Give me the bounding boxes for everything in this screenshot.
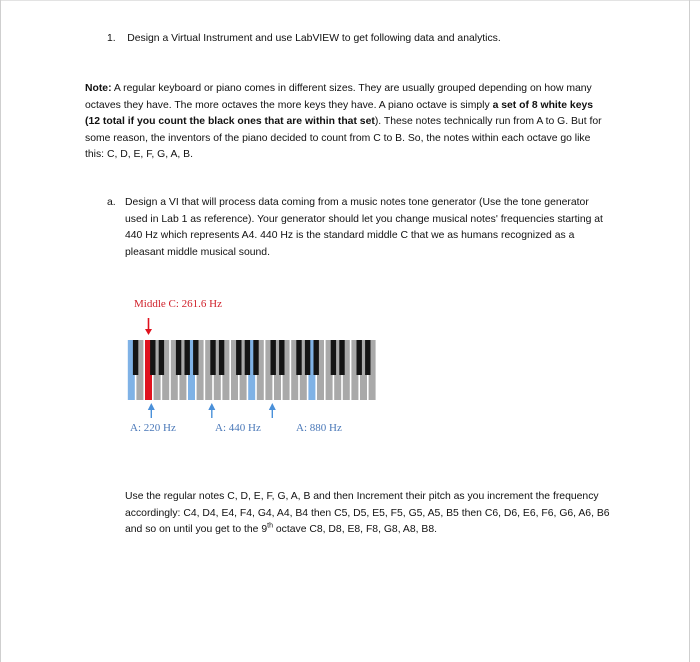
a-arrow-head [269,403,276,410]
black-key [176,340,181,375]
a-arrow-head [148,403,155,410]
question-1-number: 1. [107,33,116,44]
question-a-marker: a. [107,197,116,208]
instructions-text-2: octave C8, D8, E8, F8, G8, A8, B8. [272,524,437,535]
note-text-2: . These notes technically run from A to G. But for some reason, the inventors of the piano decided to count from C to B. So, the notes within each octave go like this: C, D, E, F, G, A, B. [85,116,602,160]
a-arrow-head [208,403,215,410]
black-key [296,340,301,375]
black-key [210,340,215,375]
question-1-text: Design a Virtual Instrument and use LabVIEW to get following data and analytics. [127,33,501,44]
black-key [314,340,319,375]
black-key [253,340,258,375]
middle-c-arrow-head [145,329,152,335]
note-text-1: A regular keyboard or piano comes in different sizes. They are usually grouped depending on how many octaves they have. The more octaves the more keys they have. A piano octave is simply [85,83,592,111]
page-top-edge [0,0,700,1]
black-key [245,340,250,375]
black-key [150,340,155,375]
a-220-label: A: 220 Hz [130,422,176,434]
black-key [339,340,344,375]
black-key [279,340,284,375]
piano-keyboard-figure [126,292,378,442]
black-key [133,340,138,375]
note-label: Note: [85,83,112,94]
page-right-edge [689,0,690,662]
black-key [305,340,310,375]
instructions-paragraph [125,489,610,539]
note-close-paren: ) [374,116,379,127]
black-key [271,340,276,375]
piano-keyboard-diagram [126,292,378,442]
instructions-superscript: th [267,522,273,530]
a-880-label: A: 880 Hz [296,422,342,434]
black-key [219,340,224,375]
black-key [331,340,336,375]
question-1 [107,31,501,48]
black-key [185,340,190,375]
note-paragraph [85,81,610,164]
instructions-text-1: Use the regular notes C, D, E, F, G, A, B and then Increment their pitch as you increment the frequency accordingly: C4, D4, E4, F4, G4, A4, B4 then C5, D5, E5, F5, G5, A5, B5 then C6, D6, E6, F6, G6, A6, B6 and so on until you get to the 9 [125,491,610,535]
black-key [159,340,164,375]
black-key [357,340,362,375]
black-key [236,340,241,375]
question-a-text: Design a VI that will process data coming from a music notes tone generator (Use the tone generator used in Lab 1 as reference). Your generator should let you change musical notes' frequencies starting at 440 Hz which represents A4. 440 Hz is the standard middle C that we as humans recognized as a pleasant middle musical sound. [125,197,603,258]
note-bold-text: a set of 8 white keys (12 total if you count the black ones that are within that set [85,99,594,127]
page-left-edge [0,0,1,662]
black-key [365,340,370,375]
black-key [193,340,198,375]
a-440-label: A: 440 Hz [215,422,261,434]
middle-c-label: Middle C: 261.6 Hz [134,298,222,310]
